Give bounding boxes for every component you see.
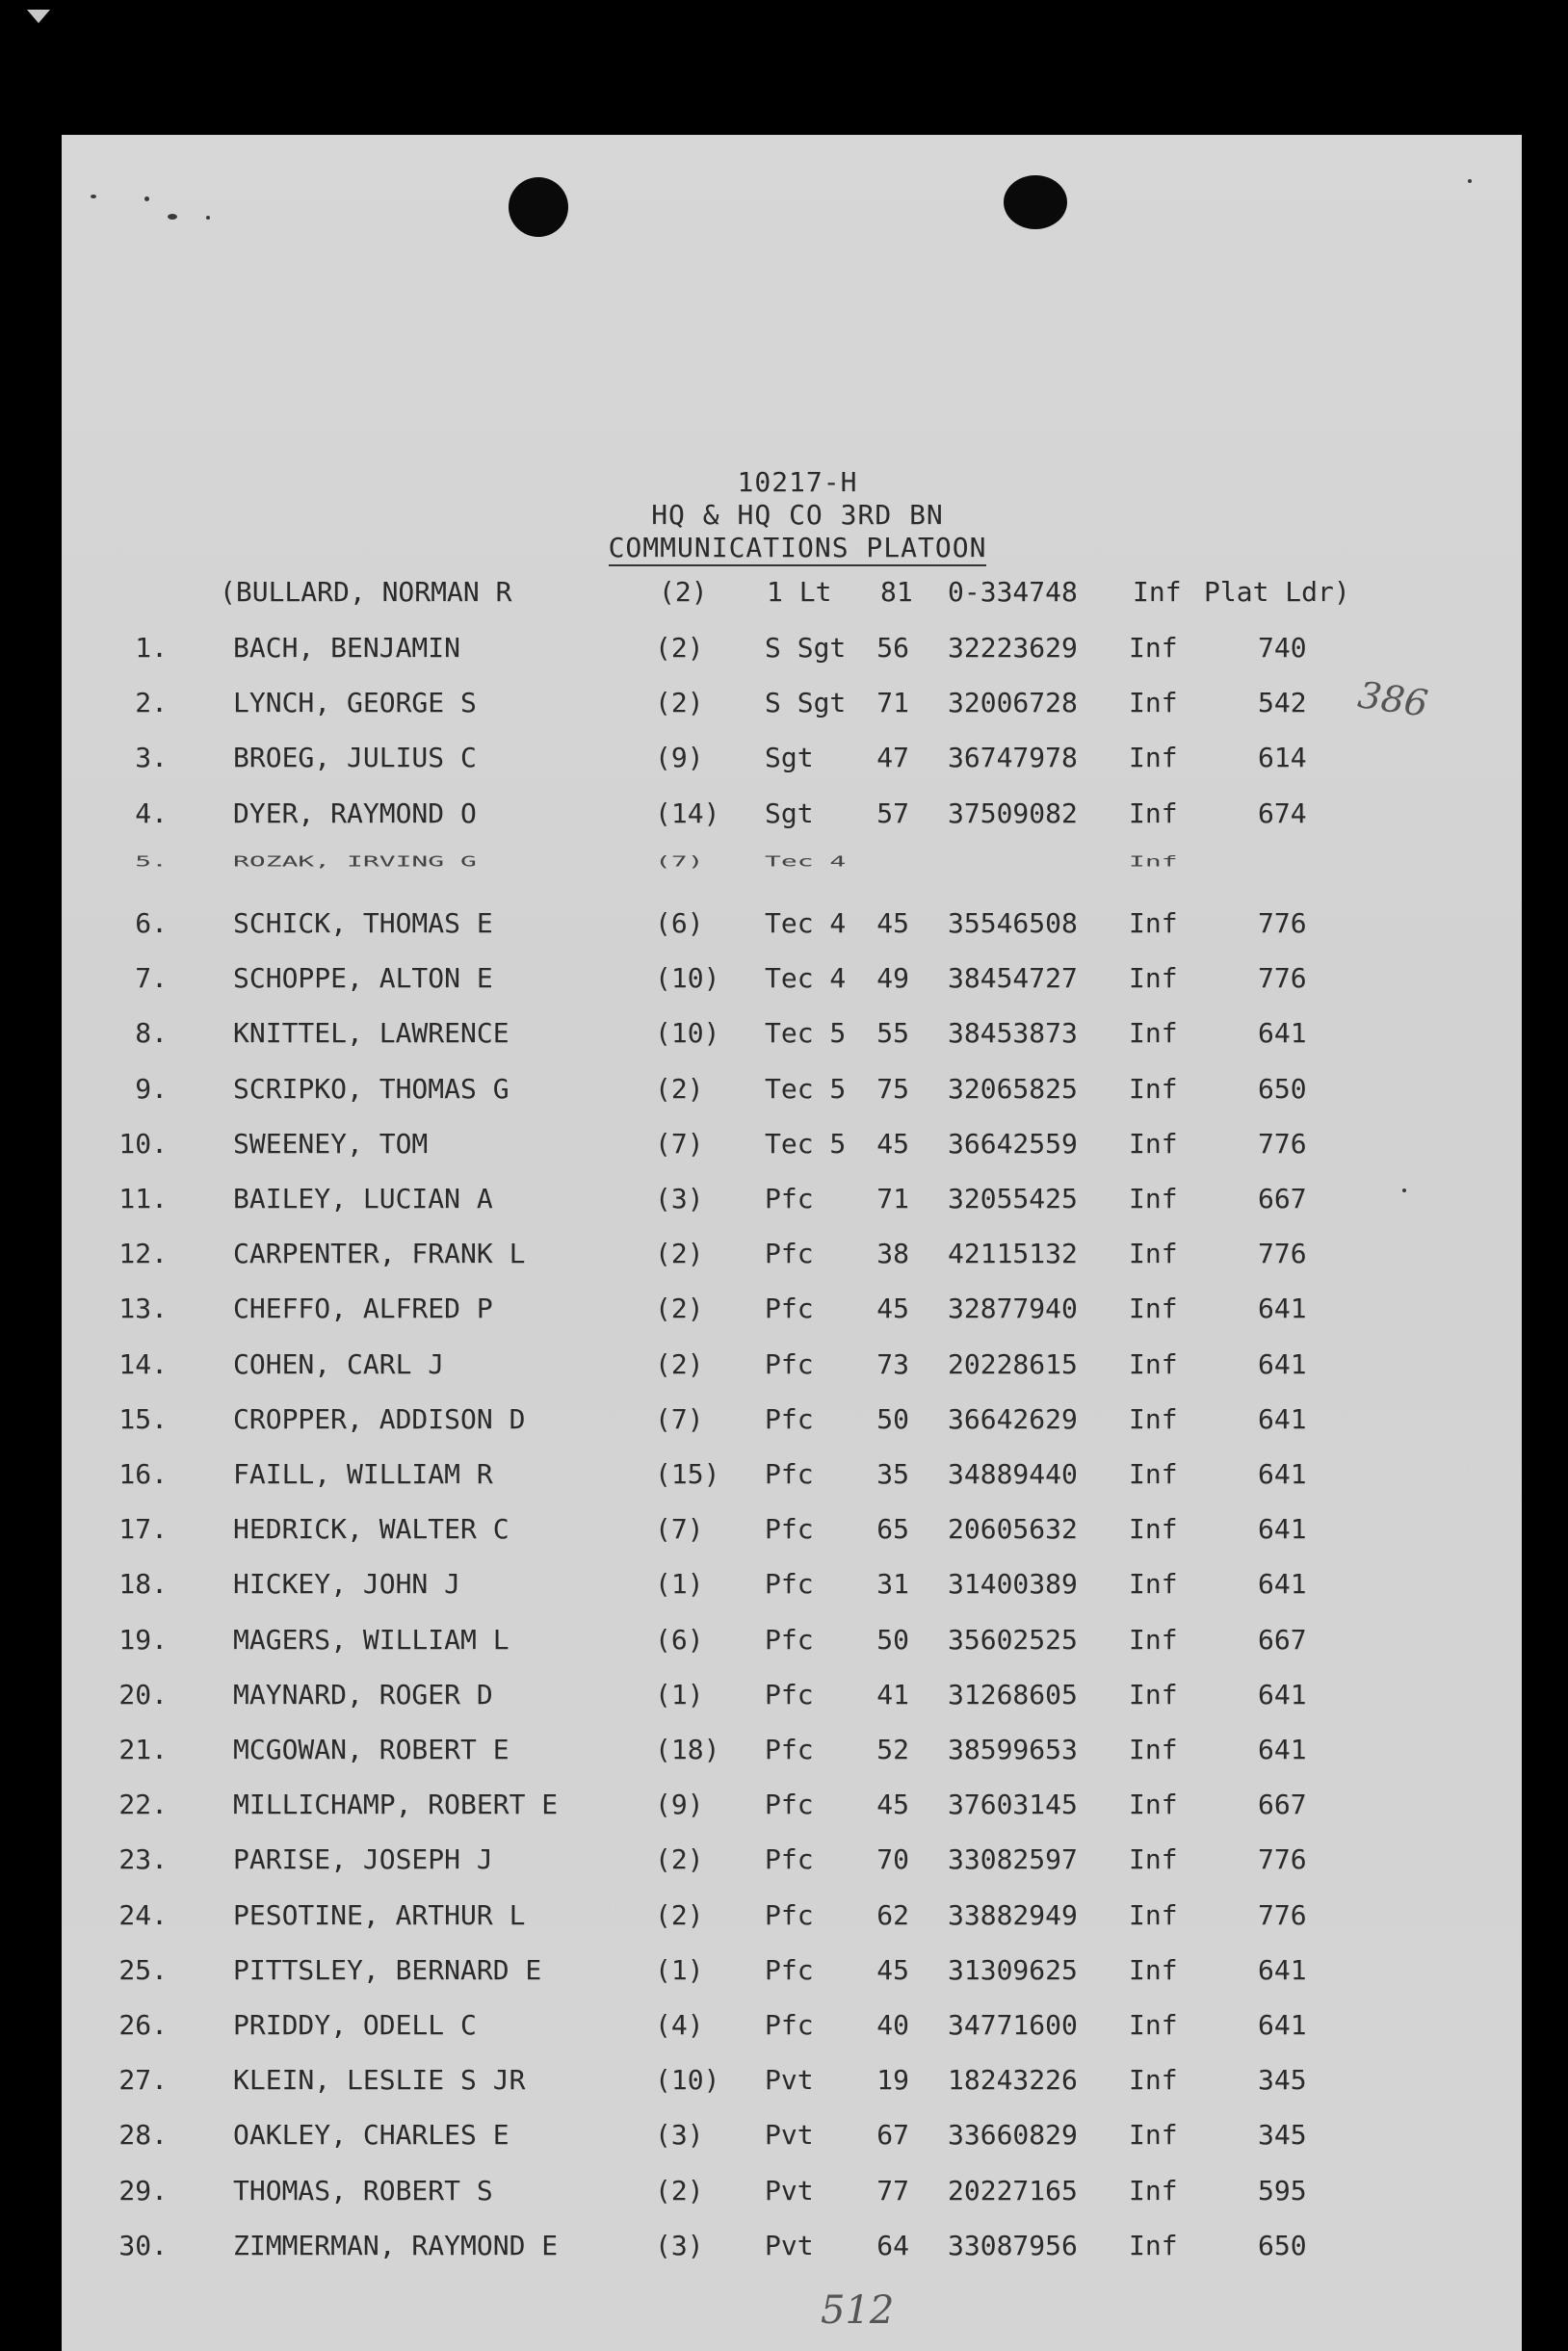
row-number: 3.: [135, 742, 168, 774]
row-years: 45: [876, 1953, 909, 1986]
punch-hole-left-icon: [509, 177, 568, 237]
soldier-name: SWEENEY, TOM: [233, 1127, 429, 1160]
row-years: 50: [876, 1623, 909, 1656]
row-branch: Inf: [1129, 2009, 1178, 2041]
soldier-name: BAILEY, LUCIAN A: [233, 1183, 493, 1215]
soldier-name: KLEIN, LESLIE S JR: [233, 2064, 526, 2097]
row-mos: 667: [1258, 1789, 1307, 1821]
row-code: (2): [655, 1898, 704, 1931]
row-serial: 34889440: [948, 1458, 1078, 1490]
row-branch: Inf: [1129, 962, 1178, 995]
row-branch: Inf: [1129, 1789, 1178, 1821]
row-code: (2): [655, 1347, 704, 1380]
table-row: [62, 1624, 1522, 1662]
platoon-title: COMMUNICATIONS PLATOON: [62, 532, 1528, 563]
row-years: 57: [876, 797, 909, 829]
row-serial: 32877940: [948, 1293, 1078, 1325]
row-serial: 35602525: [948, 1623, 1078, 1656]
table-row: [62, 1734, 1522, 1772]
row-years: 50: [876, 1402, 909, 1435]
row-branch: Inf: [1129, 1843, 1178, 1876]
row-rank: Pfc: [765, 1293, 814, 1325]
row-rank: Pvt: [765, 2119, 814, 2152]
row-number: 26.: [118, 2009, 168, 2041]
table-row: [62, 1017, 1522, 1056]
row-years: 64: [876, 2229, 909, 2261]
row-branch: Inf: [1129, 1293, 1178, 1325]
table-row: [62, 852, 1522, 891]
row-serial: 18243226: [948, 2064, 1078, 2097]
row-years: 52: [876, 1734, 909, 1765]
row-branch: Inf: [1129, 1568, 1178, 1601]
row-branch: Inf: [1129, 2064, 1178, 2097]
row-years: 45: [876, 907, 909, 939]
row-rank: Pfc: [765, 1898, 814, 1931]
soldier-name: PRIDDY, ODELL C: [233, 2009, 477, 2041]
row-mos: 345: [1258, 2064, 1307, 2097]
corner-arrow-icon: [27, 10, 50, 23]
row-code: (10): [655, 962, 720, 995]
row-code: (7): [655, 1513, 704, 1546]
row-rank: Pfc: [765, 1347, 814, 1380]
soldier-name: CHEFFO, ALFRED P: [233, 1293, 493, 1325]
row-serial: 38454727: [948, 962, 1078, 995]
soldier-name: MCGOWAN, ROBERT E: [233, 1734, 510, 1765]
row-code: (2): [655, 687, 704, 719]
row-mos: 776: [1258, 962, 1307, 995]
row-serial: 31400389: [948, 1568, 1078, 1601]
row-years: 40: [876, 2009, 909, 2041]
row-serial: 33082597: [948, 1843, 1078, 1876]
table-row: [62, 1568, 1522, 1607]
row-branch: Inf: [1129, 1238, 1178, 1270]
row-branch: Inf: [1129, 1072, 1178, 1105]
row-years: 41: [876, 1678, 909, 1711]
row-mos: 641: [1258, 1458, 1307, 1490]
row-mos: 641: [1258, 1347, 1307, 1380]
punch-hole-right-icon: [1004, 175, 1067, 229]
row-number: 29.: [118, 2174, 168, 2207]
row-years: 70: [876, 1843, 909, 1876]
row-number: 5.: [135, 851, 168, 870]
row-branch: Inf: [1129, 1513, 1178, 1546]
row-rank: Tec 5: [765, 1017, 847, 1050]
row-rank: Pfc: [765, 1402, 814, 1435]
table-row: [62, 1293, 1522, 1331]
soldier-name: MILLICHAMP, ROBERT E: [233, 1789, 559, 1821]
row-serial: 42115132: [948, 1238, 1078, 1270]
row-rank: Pfc: [765, 2009, 814, 2041]
row-serial: 36747978: [948, 742, 1078, 774]
row-code: (6): [655, 907, 704, 939]
row-serial: 31268605: [948, 1678, 1078, 1711]
row-mos: 614: [1258, 742, 1307, 774]
row-serial: 31309625: [948, 1953, 1078, 1986]
row-branch: Inf: [1129, 632, 1178, 664]
row-rank: Pfc: [765, 1238, 814, 1270]
soldier-name: FAILL, WILLIAM R: [233, 1458, 493, 1490]
row-code: (2): [655, 1293, 704, 1325]
row-serial: 37509082: [948, 797, 1078, 829]
row-branch: Inf: [1129, 1017, 1178, 1050]
row-years: 31: [876, 1568, 909, 1601]
speck-icon: [91, 195, 96, 198]
table-row: [62, 1513, 1522, 1552]
row-years: 77: [876, 2174, 909, 2207]
table-row: [62, 632, 1522, 670]
doc-number: 10217-H: [737, 466, 858, 498]
row-mos: 740: [1258, 632, 1307, 664]
unit-title: HQ & HQ CO 3RD BN: [651, 499, 944, 531]
row-code: (7): [655, 851, 704, 870]
soldier-name: LYNCH, GEORGE S: [233, 687, 477, 719]
row-code: (10): [655, 1017, 720, 1050]
row-code: (3): [655, 2119, 704, 2152]
soldier-name: KNITTEL, LAWRENCE: [233, 1017, 510, 1050]
row-mos: 595: [1258, 2174, 1307, 2207]
row-mos: 776: [1258, 907, 1307, 939]
soldier-name: THOMAS, ROBERT S: [233, 2174, 493, 2207]
row-years: 73: [876, 1347, 909, 1380]
soldier-name: CROPPER, ADDISON D: [233, 1402, 526, 1435]
soldier-name: SCHOPPE, ALTON E: [233, 962, 493, 995]
row-branch: Inf: [1129, 1347, 1178, 1380]
row-mos: 650: [1258, 1072, 1307, 1105]
row-number: 30.: [118, 2229, 168, 2261]
row-serial: 36642559: [948, 1127, 1078, 1160]
soldier-name: ZIMMERMAN, RAYMOND E: [233, 2229, 559, 2261]
row-mos: 641: [1258, 1402, 1307, 1435]
table-row: [62, 2230, 1522, 2268]
row-serial: 35546508: [948, 907, 1078, 939]
row-serial: 20227165: [948, 2174, 1078, 2207]
row-mos: 641: [1258, 1678, 1307, 1711]
row-rank: Tec 5: [765, 1127, 847, 1160]
row-years: 65: [876, 1513, 909, 1546]
row-number: 8.: [135, 1017, 168, 1050]
row-branch: Inf: [1129, 907, 1178, 939]
soldier-name: HEDRICK, WALTER C: [233, 1513, 510, 1546]
row-number: 18.: [118, 1568, 168, 1601]
row-years: 47: [876, 742, 909, 774]
row-rank: Sgt: [765, 797, 814, 829]
row-years: 62: [876, 1898, 909, 1931]
row-code: (18): [655, 1734, 720, 1765]
row-rank: Tec 5: [765, 1072, 847, 1105]
row-mos: 776: [1258, 1843, 1307, 1876]
leader-serial: 0-334748: [948, 576, 1078, 608]
row-code: (6): [655, 1623, 704, 1656]
row-number: 25.: [118, 1953, 168, 1986]
table-row: [62, 1679, 1522, 1717]
row-rank: Pfc: [765, 1183, 814, 1215]
row-rank: Pfc: [765, 1513, 814, 1546]
row-mos: 641: [1258, 1293, 1307, 1325]
table-row: [62, 1899, 1522, 1938]
speck-icon: [168, 214, 177, 220]
row-branch: Inf: [1129, 2174, 1178, 2207]
row-number: 24.: [118, 1898, 168, 1931]
leader-yrs: 81: [880, 576, 913, 608]
table-row: [62, 2064, 1522, 2103]
table-row: [62, 2009, 1522, 2048]
row-mos: 641: [1258, 2009, 1307, 2041]
row-serial: 33087956: [948, 2229, 1078, 2261]
row-code: (2): [655, 1843, 704, 1876]
row-serial: 37603145: [948, 1789, 1078, 1821]
soldier-name: PITTSLEY, BERNARD E: [233, 1953, 542, 1986]
row-number: 13.: [118, 1293, 168, 1325]
leader-rank: 1 Lt: [767, 576, 832, 608]
row-serial: 32223629: [948, 632, 1078, 664]
row-mos: 345: [1258, 2119, 1307, 2152]
row-rank: Pfc: [765, 1623, 814, 1656]
row-number: 10.: [118, 1127, 168, 1160]
row-number: 20.: [118, 1678, 168, 1711]
table-row: [62, 1238, 1522, 1276]
row-serial: 32055425: [948, 1183, 1078, 1215]
row-mos: 667: [1258, 1623, 1307, 1656]
speck-icon: [206, 216, 210, 220]
soldier-name: ROZAK, IRVING G: [233, 851, 477, 870]
table-row: [62, 962, 1522, 1001]
row-number: 11.: [118, 1183, 168, 1215]
row-years: 75: [876, 1072, 909, 1105]
row-code: (2): [655, 632, 704, 664]
row-mos: 776: [1258, 1127, 1307, 1160]
row-branch: Inf: [1129, 1678, 1178, 1711]
row-number: 16.: [118, 1458, 168, 1490]
row-mos: 641: [1258, 1513, 1307, 1546]
leader-row: [62, 576, 1522, 614]
row-code: (15): [655, 1458, 720, 1490]
row-code: (3): [655, 2229, 704, 2261]
row-rank: Pfc: [765, 1458, 814, 1490]
row-rank: Pfc: [765, 1678, 814, 1711]
table-row: [62, 2119, 1522, 2157]
leader-branch: Inf: [1133, 576, 1182, 608]
row-number: 23.: [118, 1843, 168, 1876]
row-branch: Inf: [1129, 2229, 1178, 2261]
leader-note: Plat Ldr): [1204, 576, 1350, 608]
row-mos: 641: [1258, 1017, 1307, 1050]
row-branch: Inf: [1129, 1734, 1178, 1765]
leader-code: (2): [659, 576, 708, 608]
row-number: 28.: [118, 2119, 168, 2152]
table-row: [62, 2175, 1522, 2213]
row-years: 67: [876, 2119, 909, 2152]
row-mos: 776: [1258, 1238, 1307, 1270]
row-branch: Inf: [1129, 742, 1178, 774]
row-rank: Tec 4: [765, 907, 847, 939]
row-years: 35: [876, 1458, 909, 1490]
row-rank: Pvt: [765, 2174, 814, 2207]
row-branch: Inf: [1129, 851, 1178, 870]
row-number: 1.: [135, 632, 168, 664]
row-branch: Inf: [1129, 2119, 1178, 2152]
soldier-name: PARISE, JOSEPH J: [233, 1843, 493, 1876]
row-code: (9): [655, 1789, 704, 1821]
row-number: 19.: [118, 1623, 168, 1656]
soldier-name: CARPENTER, FRANK L: [233, 1238, 526, 1270]
row-number: 21.: [118, 1734, 168, 1765]
row-code: (2): [655, 1238, 704, 1270]
footer-handwritten-number: 512: [821, 2288, 895, 2333]
row-code: (7): [655, 1127, 704, 1160]
table-row: [62, 1183, 1522, 1221]
row-mos: 650: [1258, 2229, 1307, 2261]
table-row: [62, 1843, 1522, 1882]
row-mos: 776: [1258, 1898, 1307, 1931]
row-serial: 32006728: [948, 687, 1078, 719]
row-code: (1): [655, 1568, 704, 1601]
row-rank: Sgt: [765, 742, 814, 774]
row-branch: Inf: [1129, 1623, 1178, 1656]
margin-handwritten-number: 386: [1355, 673, 1431, 725]
row-years: 56: [876, 632, 909, 664]
row-number: 22.: [118, 1789, 168, 1821]
row-branch: Inf: [1129, 1953, 1178, 1986]
row-code: (10): [655, 2064, 720, 2097]
row-branch: Inf: [1129, 1183, 1178, 1215]
row-serial: 33660829: [948, 2119, 1078, 2152]
row-serial: 34771600: [948, 2009, 1078, 2041]
table-row: [62, 1073, 1522, 1111]
soldier-name: BROEG, JULIUS C: [233, 742, 477, 774]
soldier-name: OAKLEY, CHARLES E: [233, 2119, 510, 2152]
row-branch: Inf: [1129, 687, 1178, 719]
table-row: [62, 1128, 1522, 1166]
row-branch: Inf: [1129, 797, 1178, 829]
row-serial: 38453873: [948, 1017, 1078, 1050]
row-code: (9): [655, 742, 704, 774]
row-mos: 542: [1258, 687, 1307, 719]
row-number: 4.: [135, 797, 168, 829]
row-number: 9.: [135, 1072, 168, 1105]
row-serial: 20605632: [948, 1513, 1078, 1546]
row-code: (4): [655, 2009, 704, 2041]
table-row: [62, 1789, 1522, 1827]
row-code: (7): [655, 1402, 704, 1435]
row-number: 17.: [118, 1513, 168, 1546]
table-row: [62, 687, 1522, 725]
row-number: 27.: [118, 2064, 168, 2097]
row-code: (14): [655, 797, 720, 829]
row-years: 55: [876, 1017, 909, 1050]
row-rank: Pfc: [765, 1953, 814, 1986]
soldier-name: MAGERS, WILLIAM L: [233, 1623, 510, 1656]
table-row: [62, 1403, 1522, 1442]
row-number: 6.: [135, 907, 168, 939]
row-years: 38: [876, 1238, 909, 1270]
table-row: [62, 1954, 1522, 1993]
row-serial: 36642629: [948, 1402, 1078, 1435]
soldier-name: SCHICK, THOMAS E: [233, 907, 493, 939]
soldier-name: HICKEY, JOHN J: [233, 1568, 461, 1601]
row-branch: Inf: [1129, 1458, 1178, 1490]
soldier-name: DYER, RAYMOND O: [233, 797, 477, 829]
document-sheet: [62, 135, 1522, 2351]
leader-name: (BULLARD, NORMAN R: [220, 576, 512, 608]
row-serial: 20228615: [948, 1347, 1078, 1380]
row-code: (1): [655, 1953, 704, 1986]
row-rank: Pvt: [765, 2064, 814, 2097]
row-number: 12.: [118, 1238, 168, 1270]
row-years: 19: [876, 2064, 909, 2097]
row-serial: 32065825: [948, 1072, 1078, 1105]
row-number: 15.: [118, 1402, 168, 1435]
row-code: (1): [655, 1678, 704, 1711]
table-row: [62, 907, 1522, 946]
table-row: [62, 1348, 1522, 1387]
row-rank: Pvt: [765, 2229, 814, 2261]
row-branch: Inf: [1129, 1402, 1178, 1435]
row-number: 7.: [135, 962, 168, 995]
row-years: 45: [876, 1293, 909, 1325]
row-serial: 38599653: [948, 1734, 1078, 1765]
row-years: 71: [876, 687, 909, 719]
row-mos: 674: [1258, 797, 1307, 829]
row-years: 45: [876, 1127, 909, 1160]
table-row: [62, 1458, 1522, 1497]
row-number: 14.: [118, 1347, 168, 1380]
soldier-name: MAYNARD, ROGER D: [233, 1678, 493, 1711]
soldier-name: COHEN, CARL J: [233, 1347, 445, 1380]
row-years: 49: [876, 962, 909, 995]
row-rank: S Sgt: [765, 632, 847, 664]
row-mos: 641: [1258, 1734, 1307, 1765]
speck-icon: [1468, 179, 1472, 183]
soldier-name: PESOTINE, ARTHUR L: [233, 1898, 526, 1931]
row-rank: S Sgt: [765, 687, 847, 719]
row-rank: Pfc: [765, 1789, 814, 1821]
row-years: 45: [876, 1789, 909, 1821]
row-mos: 667: [1258, 1183, 1307, 1215]
row-branch: Inf: [1129, 1898, 1178, 1931]
row-code: (2): [655, 1072, 704, 1105]
row-serial: 33882949: [948, 1898, 1078, 1931]
row-rank: Pfc: [765, 1734, 814, 1765]
row-code: (2): [655, 2174, 704, 2207]
table-row: [62, 742, 1522, 780]
row-branch: Inf: [1129, 1127, 1178, 1160]
soldier-name: SCRIPKO, THOMAS G: [233, 1072, 510, 1105]
row-rank: Tec 4: [765, 851, 847, 870]
row-rank: Pfc: [765, 1568, 814, 1601]
soldier-name: BACH, BENJAMIN: [233, 632, 461, 664]
row-number: 2.: [135, 687, 168, 719]
row-rank: Pfc: [765, 1843, 814, 1876]
row-rank: Tec 4: [765, 962, 847, 995]
table-row: [62, 797, 1522, 836]
row-years: 71: [876, 1183, 909, 1215]
speck-icon: [144, 196, 149, 201]
row-code: (3): [655, 1183, 704, 1215]
row-mos: 641: [1258, 1568, 1307, 1601]
row-mos: 641: [1258, 1953, 1307, 1986]
